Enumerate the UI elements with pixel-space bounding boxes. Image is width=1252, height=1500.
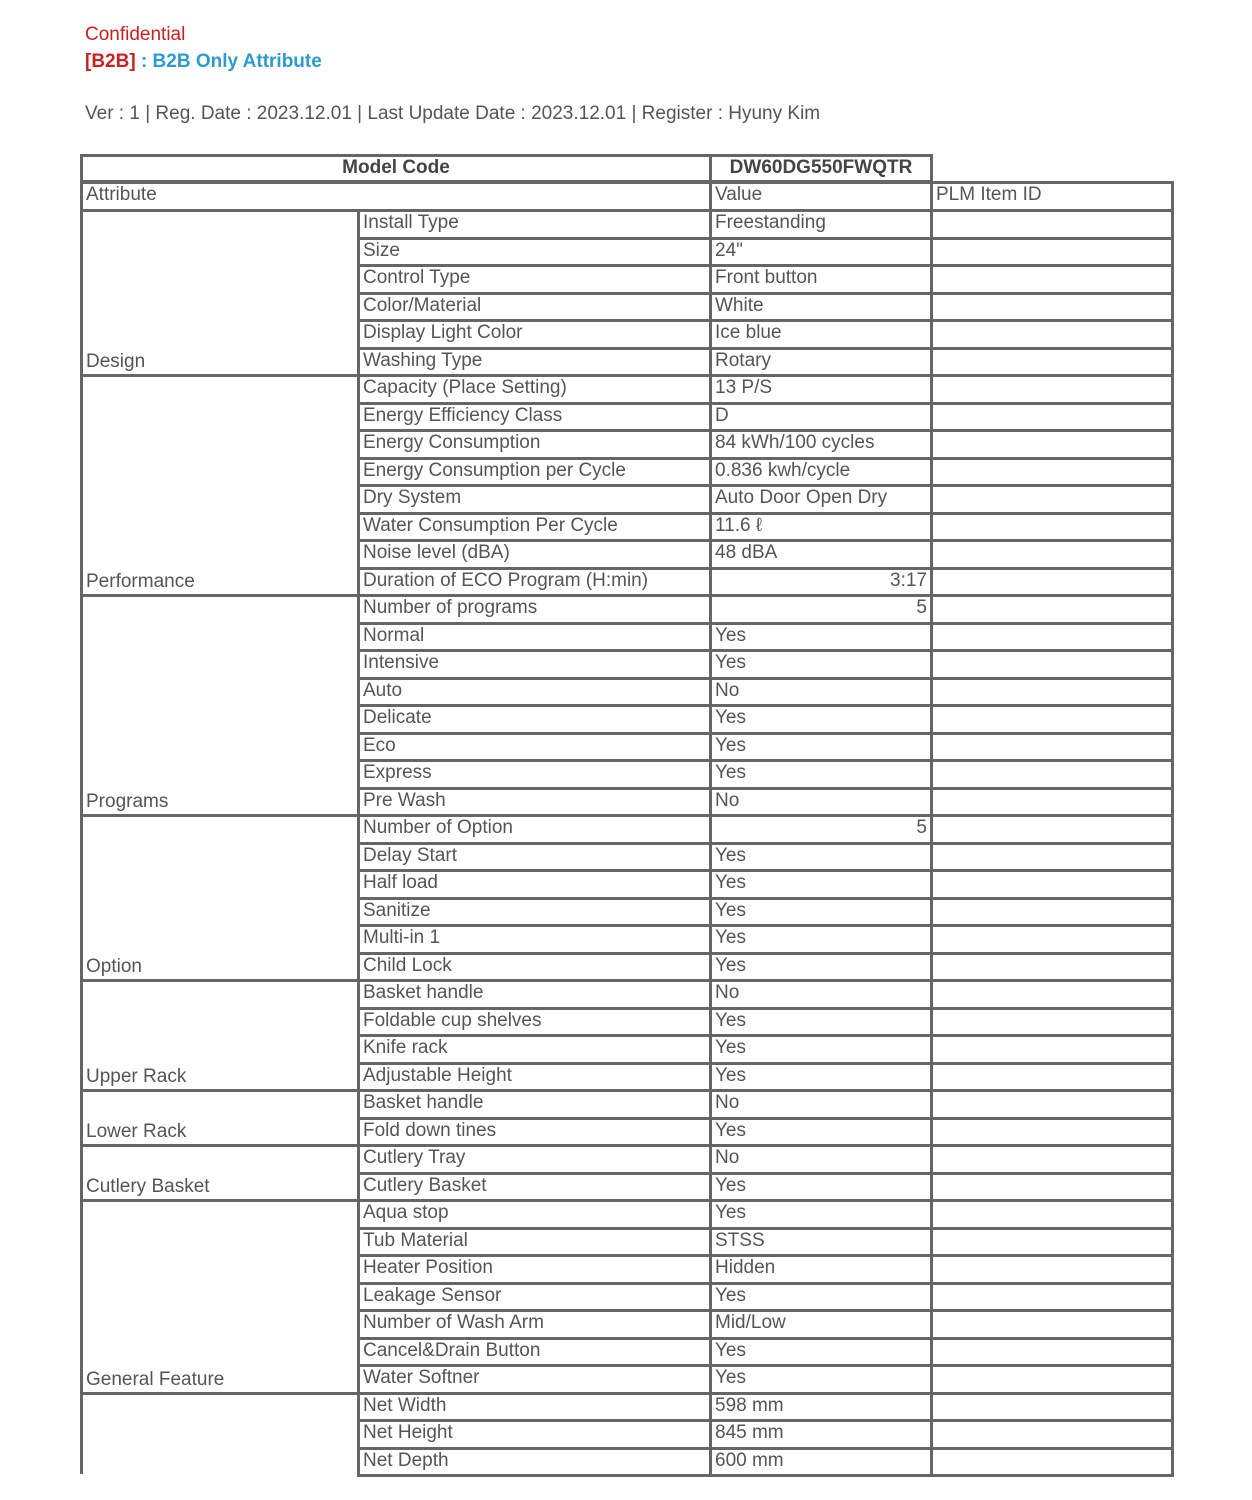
plm-item-id-cell	[930, 237, 1174, 268]
attribute-cell: Dry System	[357, 484, 712, 515]
attribute-cell: Number of programs	[357, 594, 712, 625]
plm-item-id-cell	[930, 347, 1174, 378]
plm-item-id-cell	[930, 1199, 1174, 1230]
group-label: Design	[80, 209, 360, 377]
value-cell: Yes	[709, 1199, 933, 1230]
plm-item-id-cell	[930, 1172, 1174, 1203]
value-cell: 5	[709, 814, 933, 845]
plm-item-id-cell	[930, 264, 1174, 295]
attribute-cell: Energy Consumption	[357, 429, 712, 460]
plm-item-id-header: PLM Item ID	[930, 181, 1174, 212]
attribute-cell: Number of Wash Arm	[357, 1309, 712, 1340]
value-cell: Auto Door Open Dry	[709, 484, 933, 515]
plm-item-id-cell	[930, 1309, 1174, 1340]
value-cell: Yes	[709, 622, 933, 653]
plm-item-id-cell	[930, 897, 1174, 928]
value-cell: Yes	[709, 704, 933, 735]
plm-item-id-cell	[930, 1392, 1174, 1423]
attribute-cell: Color/Material	[357, 292, 712, 323]
value-cell: No	[709, 677, 933, 708]
plm-item-id-cell	[930, 649, 1174, 680]
plm-item-id-cell	[930, 567, 1174, 598]
plm-item-id-cell	[930, 1419, 1174, 1450]
value-cell: 5	[709, 594, 933, 625]
plm-item-id-cell	[930, 869, 1174, 900]
plm-item-id-cell	[930, 952, 1174, 983]
attribute-cell: Number of Option	[357, 814, 712, 845]
plm-item-id-cell	[930, 732, 1174, 763]
value-cell: 84 kWh/100 cycles	[709, 429, 933, 460]
attribute-cell: Basket handle	[357, 1089, 712, 1120]
attribute-cell: Noise level (dBA)	[357, 539, 712, 570]
value-cell: Yes	[709, 1062, 933, 1093]
attribute-cell: Size	[357, 237, 712, 268]
attribute-cell: Sanitize	[357, 897, 712, 928]
value-cell: Yes	[709, 1007, 933, 1038]
value-cell: Rotary	[709, 347, 933, 378]
plm-item-id-cell	[930, 814, 1174, 845]
value-cell: 3:17	[709, 567, 933, 598]
plm-item-id-cell	[930, 1062, 1174, 1093]
plm-item-id-cell	[930, 594, 1174, 625]
attribute-cell: Cancel&Drain Button	[357, 1337, 712, 1368]
attribute-cell: Water Consumption Per Cycle	[357, 512, 712, 543]
value-cell: No	[709, 979, 933, 1010]
plm-item-id-cell	[930, 1447, 1174, 1478]
plm-item-id-cell	[930, 484, 1174, 515]
plm-item-id-cell	[930, 319, 1174, 350]
plm-item-id-cell	[930, 924, 1174, 955]
attribute-cell: Pre Wash	[357, 787, 712, 818]
plm-item-id-cell	[930, 1089, 1174, 1120]
value-cell: Yes	[709, 869, 933, 900]
plm-item-id-cell	[930, 759, 1174, 790]
attribute-cell: Control Type	[357, 264, 712, 295]
attribute-cell: Foldable cup shelves	[357, 1007, 712, 1038]
value-cell: 845 mm	[709, 1419, 933, 1450]
plm-item-id-cell	[930, 1034, 1174, 1065]
plm-item-id-cell	[930, 1117, 1174, 1148]
plm-item-id-cell	[930, 292, 1174, 323]
group-label: Programs	[80, 594, 360, 817]
attribute-cell: Net Height	[357, 1419, 712, 1450]
value-cell: 24"	[709, 237, 933, 268]
value-cell: Yes	[709, 1337, 933, 1368]
value-cell: White	[709, 292, 933, 323]
attribute-cell: Net Depth	[357, 1447, 712, 1478]
plm-item-id-cell	[930, 622, 1174, 653]
group-label: General Feature	[80, 1199, 360, 1395]
group-label: Option	[80, 814, 360, 982]
attribute-cell: Leakage Sensor	[357, 1282, 712, 1313]
value-header: Value	[709, 181, 933, 212]
attribute-cell: Eco	[357, 732, 712, 763]
value-cell: No	[709, 1089, 933, 1120]
value-cell: Yes	[709, 897, 933, 928]
attribute-cell: Delicate	[357, 704, 712, 735]
attribute-header: Attribute	[80, 181, 712, 212]
value-cell: 48 dBA	[709, 539, 933, 570]
group-label: Cutlery Basket	[80, 1144, 360, 1202]
attribute-cell: Child Lock	[357, 952, 712, 983]
attribute-cell: Fold down tines	[357, 1117, 712, 1148]
b2b-description: : B2B Only Attribute	[135, 51, 322, 72]
group-label: Performance	[80, 374, 360, 597]
plm-item-id-cell	[930, 704, 1174, 735]
attribute-cell: Normal	[357, 622, 712, 653]
attribute-cell: Adjustable Height	[357, 1062, 712, 1093]
model-code-label: Model Code	[80, 154, 712, 183]
value-cell: Yes	[709, 1172, 933, 1203]
value-cell: No	[709, 1144, 933, 1175]
plm-item-id-cell	[930, 402, 1174, 433]
attribute-cell: Half load	[357, 869, 712, 900]
value-cell: Yes	[709, 1282, 933, 1313]
plm-item-id-cell	[930, 1337, 1174, 1368]
confidential-label: Confidential	[85, 24, 186, 45]
plm-item-id-cell	[930, 539, 1174, 570]
attribute-cell: Duration of ECO Program (H:min)	[357, 567, 712, 598]
value-cell: Front button	[709, 264, 933, 295]
value-cell: 0.836 kwh/cycle	[709, 457, 933, 488]
b2b-tag: [B2B]	[85, 51, 136, 72]
value-cell: D	[709, 402, 933, 433]
plm-item-id-cell	[930, 842, 1174, 873]
plm-item-id-cell	[930, 209, 1174, 240]
attribute-cell: Aqua stop	[357, 1199, 712, 1230]
group-label: Lower Rack	[80, 1089, 360, 1147]
b2b-legend	[85, 51, 322, 73]
value-cell: Yes	[709, 649, 933, 680]
value-cell: Ice blue	[709, 319, 933, 350]
value-cell: Yes	[709, 1364, 933, 1395]
plm-item-id-cell	[930, 374, 1174, 405]
plm-item-id-cell	[930, 1282, 1174, 1313]
attribute-cell: Cutlery Basket	[357, 1172, 712, 1203]
plm-item-id-cell	[930, 787, 1174, 818]
group-label	[80, 1392, 360, 1475]
attribute-cell: Delay Start	[357, 842, 712, 873]
attribute-cell: Display Light Color	[357, 319, 712, 350]
plm-item-id-cell	[930, 979, 1174, 1010]
attribute-cell: Knife rack	[357, 1034, 712, 1065]
value-cell: Mid/Low	[709, 1309, 933, 1340]
value-cell: Yes	[709, 1034, 933, 1065]
attribute-cell: Energy Efficiency Class	[357, 402, 712, 433]
attribute-cell: Water Softner	[357, 1364, 712, 1395]
attribute-cell: Tub Material	[357, 1227, 712, 1258]
plm-item-id-cell	[930, 1144, 1174, 1175]
value-cell: No	[709, 787, 933, 818]
value-cell: 13 P/S	[709, 374, 933, 405]
value-cell: 11.6 ℓ	[709, 512, 933, 543]
attribute-cell: Multi-in 1	[357, 924, 712, 955]
plm-item-id-cell	[930, 1254, 1174, 1285]
value-cell: STSS	[709, 1227, 933, 1258]
plm-item-id-cell	[930, 457, 1174, 488]
attribute-cell: Cutlery Tray	[357, 1144, 712, 1175]
plm-item-id-cell	[930, 1364, 1174, 1395]
attribute-cell: Net Width	[357, 1392, 712, 1423]
attribute-cell: Capacity (Place Setting)	[357, 374, 712, 405]
model-code-value: DW60DG550FWQTR	[709, 154, 933, 183]
value-cell: Yes	[709, 759, 933, 790]
value-cell: 600 mm	[709, 1447, 933, 1478]
version-meta: Ver : 1 | Reg. Date : 2023.12.01 | Last Update Date : 2023.12.01 | Register : Hyuny Kim	[85, 103, 821, 124]
value-cell: Yes	[709, 1117, 933, 1148]
attribute-cell: Intensive	[357, 649, 712, 680]
value-cell: Freestanding	[709, 209, 933, 240]
attribute-cell: Heater Position	[357, 1254, 712, 1285]
value-cell: Yes	[709, 732, 933, 763]
attribute-cell: Energy Consumption per Cycle	[357, 457, 712, 488]
attribute-cell: Auto	[357, 677, 712, 708]
attribute-cell: Express	[357, 759, 712, 790]
value-cell: 598 mm	[709, 1392, 933, 1423]
attribute-cell: Basket handle	[357, 979, 712, 1010]
plm-item-id-cell	[930, 1227, 1174, 1258]
attribute-cell: Washing Type	[357, 347, 712, 378]
value-cell: Yes	[709, 924, 933, 955]
plm-item-id-cell	[930, 677, 1174, 708]
plm-item-id-cell	[930, 512, 1174, 543]
group-label: Upper Rack	[80, 979, 360, 1092]
plm-item-id-cell	[930, 1007, 1174, 1038]
value-cell: Yes	[709, 952, 933, 983]
value-cell: Hidden	[709, 1254, 933, 1285]
value-cell: Yes	[709, 842, 933, 873]
attribute-cell: Install Type	[357, 209, 712, 240]
plm-item-id-cell	[930, 429, 1174, 460]
